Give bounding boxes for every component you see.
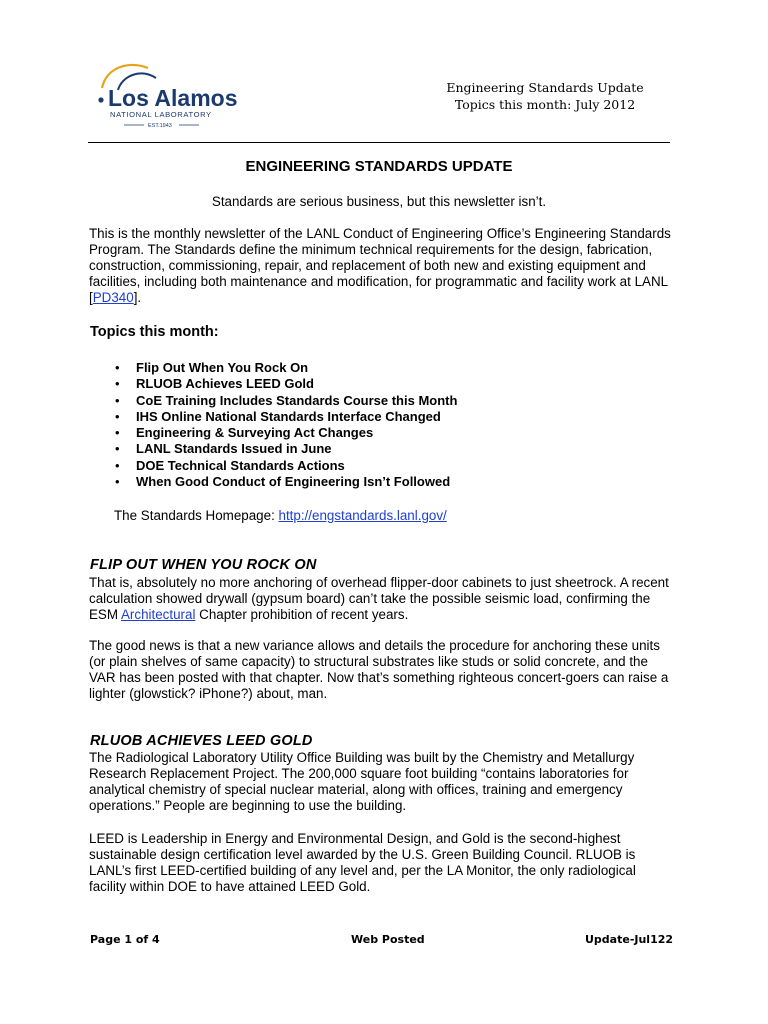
- topic-item: • IHS Online National Standards Interface Changed: [115, 409, 457, 425]
- intro-after: ].: [133, 290, 142, 305]
- logo-est: EST.1943: [148, 123, 172, 129]
- footer-doc-code: Update-Jul122: [585, 933, 674, 946]
- los-alamos-logo: [84, 54, 244, 134]
- section-heading-flip-out: FLIP OUT WHEN YOU ROCK ON: [90, 557, 317, 573]
- rluob-paragraph-2: LEED is Leadership in Energy and Environmental Design, and Gold is the second-highest sustainable design certification level awarded by the U.S. Green Building Council. RLUOB is LANL’s first LEED-certified building of any level and, per the LA Monitor, the only radiological facility within DOE to have attained LEED Gold.: [89, 831, 636, 894]
- intro-paragraph: [89, 226, 674, 306]
- logo-subtitle: NATIONAL LABORATORY: [110, 110, 212, 119]
- topic-item: • Flip Out When You Rock On: [115, 360, 457, 376]
- footer-status: Web Posted: [351, 933, 425, 946]
- standards-homepage-line: [114, 508, 447, 523]
- intro-text: This is the monthly newsletter of the LANL Conduct of Engineering Office’s Engineering Standards Program. The Standards define the minimum technical requirements for the design, fabrication, construction, commissioning, repair, and replacement of both new and existing equipment and facilities, including both maintenance and modification, for programmatic and facility work at LANL [: [89, 226, 671, 305]
- topic-item: • CoE Training Includes Standards Course this Month: [115, 393, 457, 409]
- topic-item: • DOE Technical Standards Actions: [115, 458, 457, 474]
- document-title: ENGINEERING STANDARDS UPDATE: [245, 158, 513, 175]
- flip-out-paragraph-1: [89, 575, 674, 623]
- section-heading-rluob: RLUOB ACHIEVES LEED GOLD: [90, 733, 313, 749]
- footer-page-number: Page 1 of 4: [90, 933, 160, 946]
- topic-item: • RLUOB Achieves LEED Gold: [115, 376, 457, 392]
- topic-item: • Engineering & Surveying Act Changes: [115, 425, 457, 441]
- logo-graphic: [84, 54, 244, 134]
- flip-out-paragraph-2: The good news is that a new variance allows and details the procedure for anchoring these units (or plain shelves of same capacity) to structural substrates like studs or solid concrete, and the VAR has been posted with that chapter. Now that’s something righteous concert-goers can raise a lighter (glowstick? iPhone?) about, man.: [89, 638, 669, 701]
- logo-dot: [98, 97, 103, 102]
- pd340-link[interactable]: PD340: [92, 290, 134, 305]
- architectural-link[interactable]: Architectural: [121, 607, 196, 622]
- logo-name: Los Alamos: [108, 85, 238, 111]
- topics-heading: Topics this month:: [90, 324, 219, 340]
- flip-out-p1-after: Chapter prohibition of recent years.: [195, 607, 409, 622]
- tagline: Standards are serious business, but this newsletter isn’t.: [211, 194, 547, 209]
- header-title: Engineering Standards Update: [446, 80, 644, 95]
- topics-list: [115, 360, 457, 490]
- header-divider: [88, 142, 670, 143]
- header-topics-line: Topics this month: July 2012: [454, 97, 636, 112]
- homepage-link[interactable]: http://engstandards.lanl.gov/: [278, 508, 447, 523]
- rluob-paragraph-1: The Radiological Laboratory Utility Office Building was built by the Chemistry and Metallurgy Research Replacement Project. The 200,000 square foot building “contains laboratories for analytical chemistry of special nuclear material, along with offices, training and emergency operations.” People are beginning to use the building.: [89, 750, 635, 813]
- topic-item: • When Good Conduct of Engineering Isn’t Followed: [115, 474, 457, 490]
- homepage-label: The Standards Homepage:: [114, 508, 279, 523]
- flip-out-p1-text: That is, absolutely no more anchoring of overhead flipper-door cabinets to just sheetrock. A recent calculation showed drywall (gypsum board) can’t take the possible seismic load, confirming the ESM: [89, 575, 669, 622]
- topic-item: • LANL Standards Issued in June: [115, 441, 457, 457]
